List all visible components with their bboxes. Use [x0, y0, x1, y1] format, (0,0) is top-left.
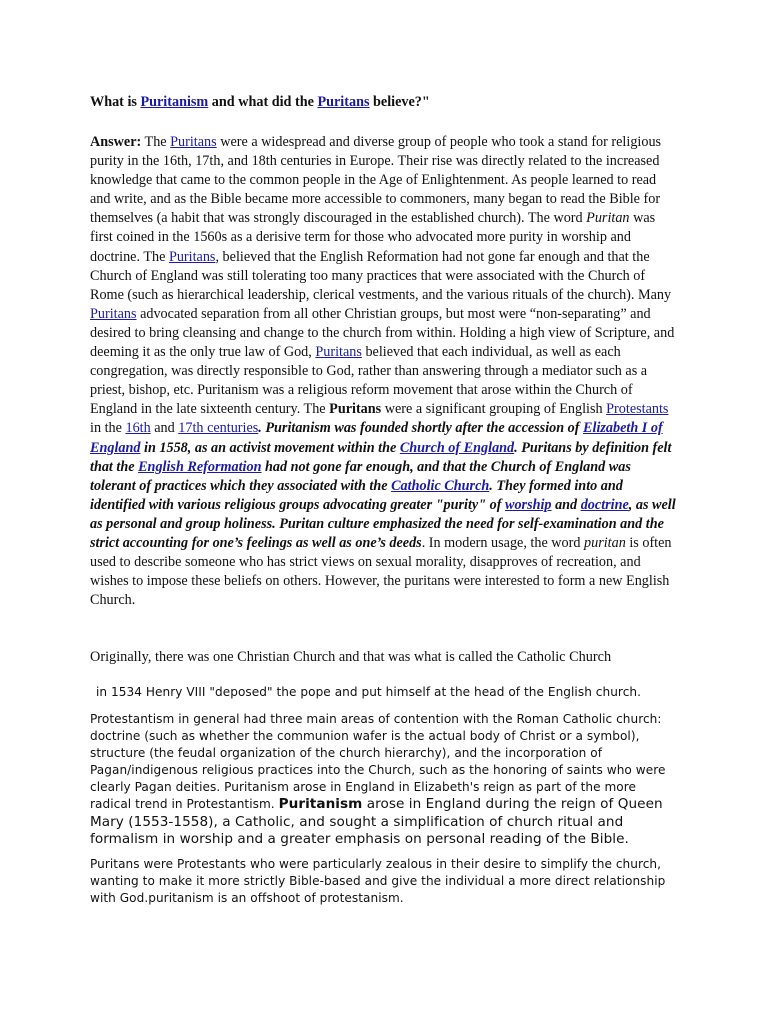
- emphasis-text: in 1558, as an activist movement within the: [140, 439, 400, 456]
- answer-text: is often used to describe someone who has strict views on sexual morality, disapproves of recreation, and wishes to impose these beliefs on others. However, the puritans were interested to form a new English Church.: [90, 534, 672, 609]
- emphasis-text: and: [551, 496, 581, 513]
- emphasis-text: , as well as personal and group holiness. Puritan culture emphasized the need for self-examination and the strict accounting for one’s feelings as well as one’s deeds: [90, 496, 676, 551]
- protestantism-text-large: arose in England during the reign of Queen Mary (1553-1558), a Catholic, and sought a simplification of church ritual and formalism in worship and a greater emphasis on personal reading of the Bible.: [90, 796, 663, 847]
- puritanism-link[interactable]: Puritanism: [140, 94, 209, 110]
- answer-text: were a significant grouping of English: [381, 401, 607, 418]
- puritans-link[interactable]: Puritans: [315, 344, 362, 361]
- answer-text: , believed that the English Reformation had not gone far enough and that the Church of England was still tolerating too many practices that were associated with the Church of Rome (such as hierarchical leadership, clerical vestments, and the various rituals of the church). Many: [90, 248, 672, 303]
- puritanism-bold: Puritanism: [278, 796, 363, 812]
- puritans-link[interactable]: Puritans: [317, 94, 370, 110]
- question-text-1: What is: [90, 94, 141, 110]
- doctrine-link[interactable]: doctrine: [580, 496, 629, 513]
- puritans-bold: Puritans: [329, 401, 382, 418]
- answer-text: were a widespread and diverse group of people who took a stand for religious purity in the 16th, 17th, and 18th centuries in Europe. Their rise was directly related to the increased knowledge that came to the common people in the Age of Enlightenment. As people learned to read and write, and as the Bible became more accessible to commoners, many began to read the Bible for themselves (a habit that was strongly discouraged in the established church). The word: [90, 134, 662, 227]
- answer-label: Answer:: [90, 134, 142, 150]
- emphasis-text: . Puritans by definition felt that the: [90, 439, 672, 475]
- protestantism-paragraph: [90, 711, 680, 849]
- protestantism-text: Protestantism in general had three main areas of contention with the Roman Catholic church: doctrine (such as whether the communion wafer is the actual body of Christ or a symbol), structure (the feudal organization of the church hierarchy), and the incorporation of Pagan/indigenous religious practices into the Church, such as the honoring of saints who were clearly Pagan deities. Puritanism arose in England in Elizabeth's reign as part of the more radical trend in Protestantism.: [90, 712, 666, 811]
- puritans-link[interactable]: Puritans: [168, 248, 216, 265]
- question-text-3: believe?": [369, 94, 430, 110]
- worship-link[interactable]: worship: [505, 496, 552, 513]
- answer-text: was first coined in the 1560s as a derisive term for those who advocated more purity in worship and doctrine. The: [90, 210, 656, 265]
- church-of-england-link[interactable]: Church of England: [399, 439, 515, 456]
- answer-text: believed that each individual, as well as each congregation, was directly responsible to God, rather than answering through a mediator such as a priest, bishop, etc. Puritanism was a religious reform movement that arose within the Church of England in the late sixteenth century. The: [90, 344, 648, 418]
- 17th-centuries-link[interactable]: 17th centuries: [178, 420, 259, 437]
- emphasis-text: . They formed into and identified with various religious groups advocating greater "purity" of: [90, 477, 623, 513]
- puritan-term: puritan: [584, 534, 626, 551]
- emphasis-text: had not gone far enough, and that the Church of England was tolerant of practices which they associated with the: [90, 458, 631, 494]
- elizabeth-link[interactable]: Elizabeth I of England: [90, 420, 663, 456]
- answer-paragraph: [90, 133, 680, 610]
- question-heading: [90, 93, 680, 112]
- answer-text: and: [150, 420, 179, 437]
- emphasis-text: . Puritanism was founded shortly after the accession of: [258, 420, 584, 437]
- protestants-link[interactable]: Protestants: [606, 401, 669, 418]
- henry-paragraph: in 1534 Henry VIII "deposed" the pope and put himself at the head of the English church.: [96, 685, 641, 699]
- puritans-paragraph: Puritans were Protestants who were particularly zealous in their desire to simplify the church, wanting to make it more strictly Bible-based and give the individual a more direct relationship with God.puritanism is an offshoot of protestanism.: [90, 857, 666, 905]
- answer-text: in the: [90, 420, 126, 437]
- originally-paragraph: Originally, there was one Christian Church and that was what is called the Catholic Church: [90, 649, 612, 665]
- puritans-link[interactable]: Puritans: [90, 305, 137, 322]
- english-reformation-link[interactable]: English Reformation: [138, 458, 262, 475]
- answer-text: . In modern usage, the word: [421, 534, 585, 551]
- puritans-link[interactable]: Puritans: [170, 134, 217, 150]
- answer-text: advocated separation from all other Christian groups, but most were “non-separating” and desired to bring cleansing and change to the church from within. Holding a high view of Scripture, and deeming it as the only true law of God,: [90, 305, 675, 361]
- answer-text: The: [141, 134, 171, 150]
- 16th-century-link[interactable]: 16th: [125, 420, 151, 437]
- catholic-church-link[interactable]: Catholic Church: [391, 477, 490, 494]
- question-text-2: and what did the: [208, 94, 318, 110]
- puritan-term: Puritan: [586, 210, 630, 227]
